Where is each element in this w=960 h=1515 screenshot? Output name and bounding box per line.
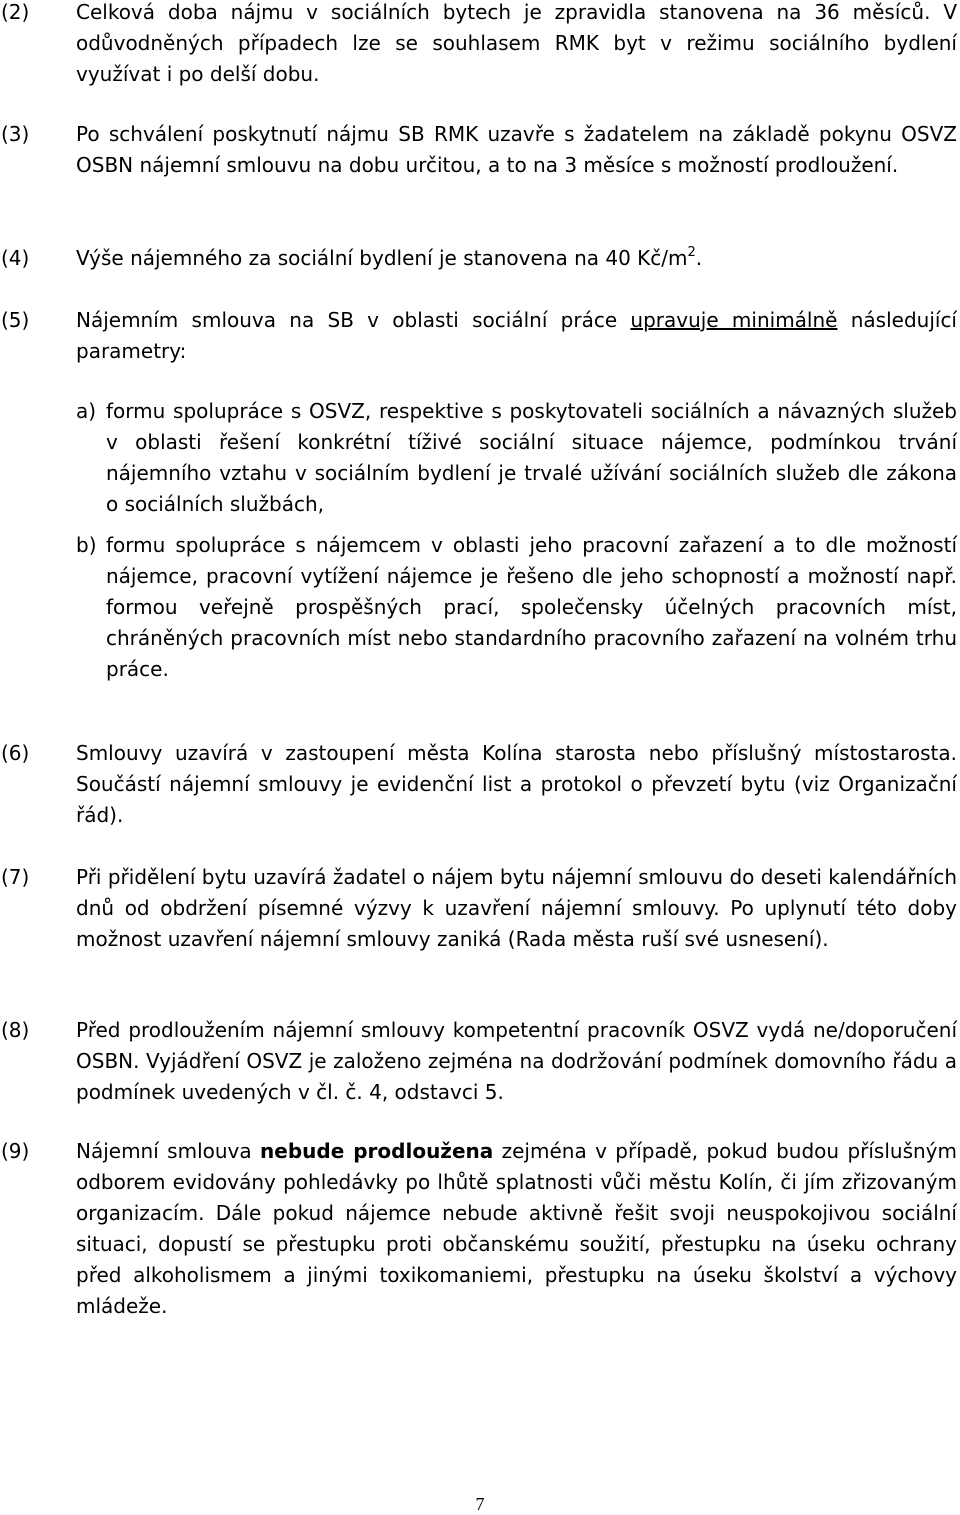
paragraph-number: (6): [1, 741, 30, 765]
paragraph-text: Celková doba nájmu v sociálních bytech je zpravidla stanovena na 36 měsíců. V odůvodněných případech lze se souhlasem RMK byt v režimu sociálního bydlení využívat i po delší dobu.: [76, 0, 957, 86]
page-number: 7: [475, 1494, 485, 1514]
paragraph-8: [0, 1015, 957, 1108]
paragraph-2: [0, 0, 957, 90]
paragraph-text: Při přidělení bytu uzavírá žadatel o nájem bytu nájemní smlouvu do deseti kalendářních dnů od obdržení písemné výzvy k uzavření nájemní smlouvy. Po uplynutí této doby možnost uzavření nájemní smlouvy zaniká (Rada města ruší své usnesení).: [76, 865, 957, 951]
paragraph-number: (3): [1, 122, 30, 146]
paragraph-7: [0, 862, 957, 955]
list-item-letter: a): [76, 399, 97, 423]
paragraph-text: Po schválení poskytnutí nájmu SB RMK uzavře s žadatelem na základě pokynu OSVZ OSBN nájemní smlouvu na dobu určitou, a to na 3 měsíce s možností prodloužení.: [76, 122, 957, 177]
underlined-phrase: upravuje minimálně: [630, 308, 838, 332]
list-item-text: formu spolupráce s OSVZ, respektive s poskytovateli sociálních a návazných služeb v oblasti řešení konkrétní tíživé sociální situace nájemce, podmínkou trvání nájemního vztahu v sociálním bydlení je trvalé užívání sociálních služeb dle zákona o sociálních službách,: [106, 399, 957, 516]
rent-text: Výše nájemného za sociální bydlení je stanovena na 40 Kč/m: [76, 246, 688, 270]
paragraph-number: (2): [1, 0, 30, 24]
paragraph-text: Před prodloužením nájemní smlouvy kompetentní pracovník OSVZ vydá ne/doporučení OSBN. Vyjádření OSVZ je založeno zejména na dodržování podmínek domovního řádu a podmínek uvedených v čl. č. 4, odstavci 5.: [76, 1018, 957, 1104]
paragraph-number: (4): [1, 246, 30, 270]
bold-phrase: nebude prodloužena: [260, 1139, 494, 1163]
unit-exponent: 2: [687, 245, 696, 260]
paragraph-tail: následující parametry:: [76, 308, 957, 363]
paragraph-number: (5): [1, 308, 30, 332]
list-item-letter: b): [76, 533, 97, 557]
paragraph-text: [76, 243, 957, 274]
paragraph-text: [76, 305, 957, 367]
paragraph-text: Smlouvy uzavírá v zastoupení města Kolína starosta nebo příslušný místostarosta. Součástí nájemní smlouvy je evidenční list a protokol o převzetí bytu (viz Organizační řád).: [76, 741, 957, 827]
sentence-end: .: [695, 246, 703, 270]
paragraph-lead: Nájemní smlouva: [76, 1139, 261, 1163]
paragraph-4: [0, 243, 957, 274]
paragraph-tail: zejména v případě, pokud budou příslušným odborem evidovány pohledávky po lhůtě splatnosti vůči městu Kolín, či jím zřizovaným organizacím. Dále pokud nájemce nebude aktivně řešit svoji neuspokojivou sociální situaci, dopustí se přestupku proti občanskému soužití, přestupku na úseku ochrany před alkoholismem a jinými toxikomaniemi, přestupku na úseku školství a výchovy mládeže.: [76, 1139, 957, 1318]
paragraph-5: [0, 305, 957, 367]
list-item-a: [76, 396, 957, 520]
list-item-b: [76, 530, 957, 685]
paragraph-text: [76, 1136, 957, 1322]
paragraph-3: [0, 119, 957, 181]
paragraph-number: (9): [1, 1139, 30, 1163]
paragraph-lead: Nájemním smlouva na SB v oblasti sociální práce: [76, 308, 631, 332]
paragraph-number: (7): [1, 865, 30, 889]
paragraph-9: [0, 1136, 957, 1322]
paragraph-6: [0, 738, 957, 831]
list-item-text: formu spolupráce s nájemcem v oblasti jeho pracovní zařazení a to dle možností nájemce, pracovní vytížení nájemce je řešeno dle jeho schopností a možností např. formou veřejně prospěšných prací, společensky účelných pracovních míst, chráněných pracovních míst nebo standardního pracovního zařazení na volném trhu práce.: [106, 533, 957, 681]
paragraph-number: (8): [1, 1018, 30, 1042]
